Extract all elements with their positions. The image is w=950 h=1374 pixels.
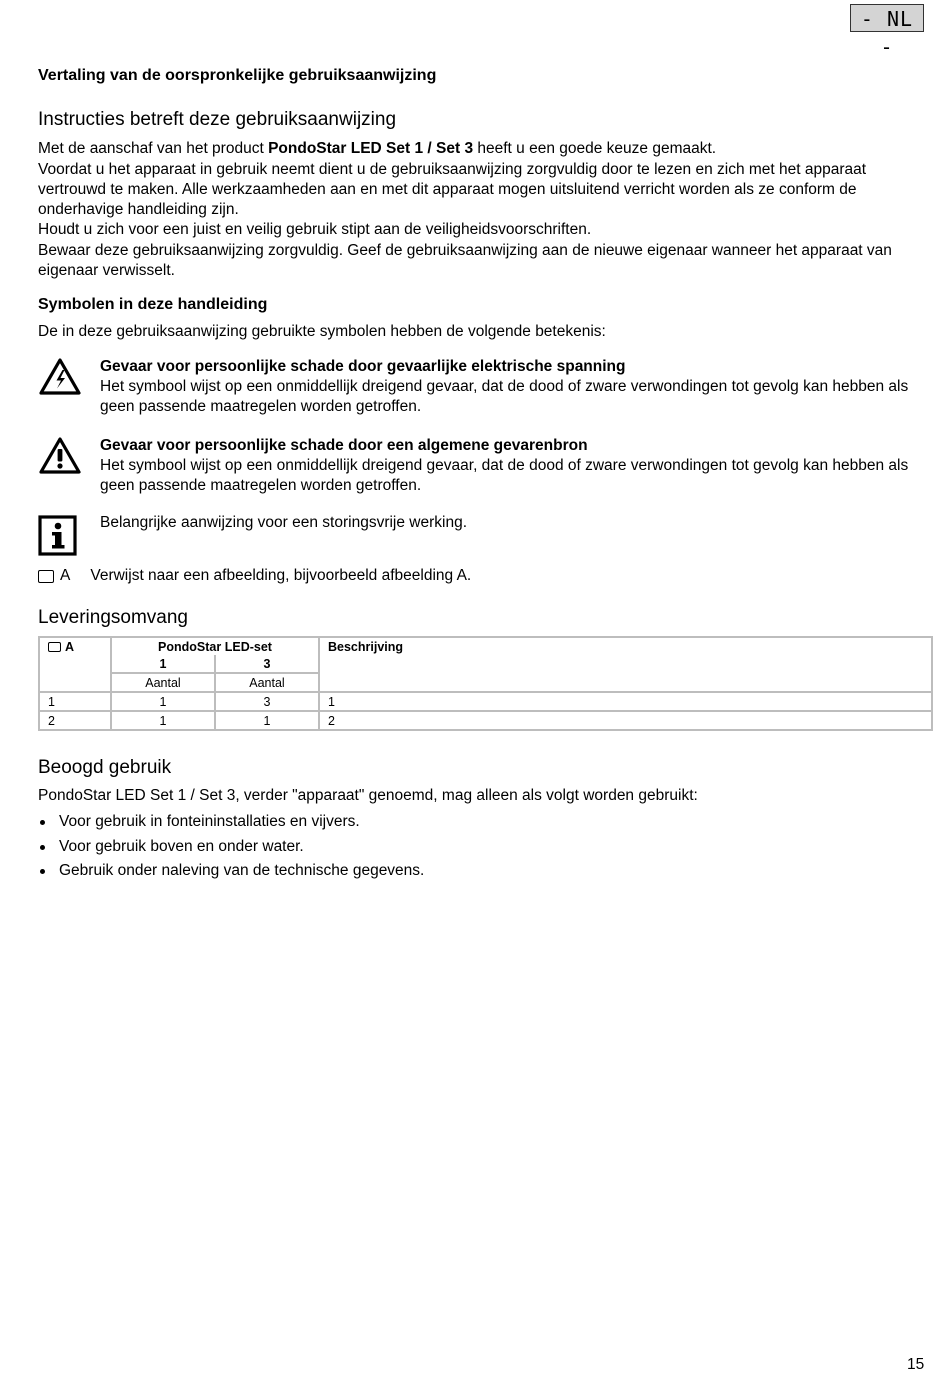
cell-set-3: 3 [215,692,319,711]
figure-reference-text: Verwijst naar een afbeelding, bijvoorbeeld afbeelding A. [90,567,472,584]
electric-hazard-icon [38,357,82,401]
info-icon [38,515,82,559]
figure-box-icon [38,570,54,583]
table-header-row [39,637,932,655]
product-name: PondoStar LED Set 1 / Set 3 [268,140,474,157]
intended-use-list [38,812,424,886]
cell-figure: 1 [39,692,111,711]
scope-table [38,636,933,731]
cell-set-1: 1 [111,711,215,730]
col-header-set-1: 1 [111,655,215,673]
scope-heading: Leveringsomvang [38,607,188,628]
document-subtitle: Vertaling van de oorspronkelijke gebruiksaanwijzing [38,67,437,84]
symbols-heading: Symbolen in deze handleiding [38,296,268,313]
figure-label: A [60,567,71,584]
intro-text-before: Met de aanschaf van het product [38,140,269,157]
symbol-title: Gevaar voor persoonlijke schade door gevaarlijke elektrische spanning [100,358,626,375]
list-item: Voor gebruik boven en onder water. [38,837,424,862]
instructions-heading: Instructies betreft deze gebruiksaanwijzing [38,109,397,130]
col-header-figure-label: A [65,640,75,654]
quantity-label: Aantal [111,673,215,692]
cell-description: 1 [319,692,932,711]
col-header-description: Beschrijving [319,637,932,692]
table-row [39,692,932,711]
symbols-intro: De in deze gebruiksaanwijzing gebruikte symbolen hebben de volgende betekenis: [38,323,606,340]
quantity-label: Aantal [215,673,319,692]
col-header-set-3: 3 [215,655,319,673]
cell-figure: 2 [39,711,111,730]
col-header-set: PondoStar LED-set [111,637,319,655]
cell-description: 2 [319,711,932,730]
general-hazard-icon [38,436,82,480]
symbol-description: Belangrijke aanwijzing voor een storingsvrije werking. [100,514,468,531]
list-item: Voor gebruik in fonteininstallaties en vijvers. [38,812,424,837]
list-item: Gebruik onder naleving van de technische gegevens. [38,861,424,886]
instructions-paragraph-2: Voordat u het apparaat in gebruik neemt dient u de gebruiksaanwijzing zorgvuldig door te lezen en zich met het apparaat vertrouwd te maken. Alle werkzaamheden aan en met dit apparaat mogen uitsluitend verricht worden als ze conform de onderhavige handleiding zijn. [38,161,867,218]
page-number: 15 [907,1356,925,1373]
symbol-description: Het symbool wijst op een onmiddellijk dreigend gevaar, dat de dood of zware verwondingen tot gevolg kan hebben als geen passende maatregelen worden getroffen. [100,378,909,415]
instructions-paragraph-3: Houdt u zich voor een juist en veilig gebruik stipt aan de veiligheidsvoorschriften. [38,221,592,238]
figure-reference-note [38,566,471,586]
symbol-description: Het symbool wijst op een onmiddellijk dreigend gevaar, dat de dood of zware verwondingen tot gevolg kan hebben als geen passende maatregelen worden getroffen. [100,457,909,494]
cell-set-1: 1 [111,692,215,711]
intended-use-heading: Beoogd gebruik [38,757,172,778]
instructions-paragraph-1 [38,139,918,159]
table-row [39,711,932,730]
figure-box-icon [48,642,61,652]
col-header-figure [39,637,111,692]
intended-use-intro: PondoStar LED Set 1 / Set 3, verder "apparaat" genoemd, mag alleen als volgt worden gebruikt: [38,787,698,804]
language-badge: - NL - [850,4,924,32]
symbol-title: Gevaar voor persoonlijke schade door een algemene gevarenbron [100,437,588,454]
intro-text-after: heeft u een goede keuze gemaakt. [473,140,717,157]
cell-set-3: 1 [215,711,319,730]
instructions-paragraph-4: Bewaar deze gebruiksaanwijzing zorgvuldig. Geef de gebruiksaanwijzing aan de nieuwe eigenaar wanneer het apparaat van eigenaar verwisselt. [38,242,892,279]
